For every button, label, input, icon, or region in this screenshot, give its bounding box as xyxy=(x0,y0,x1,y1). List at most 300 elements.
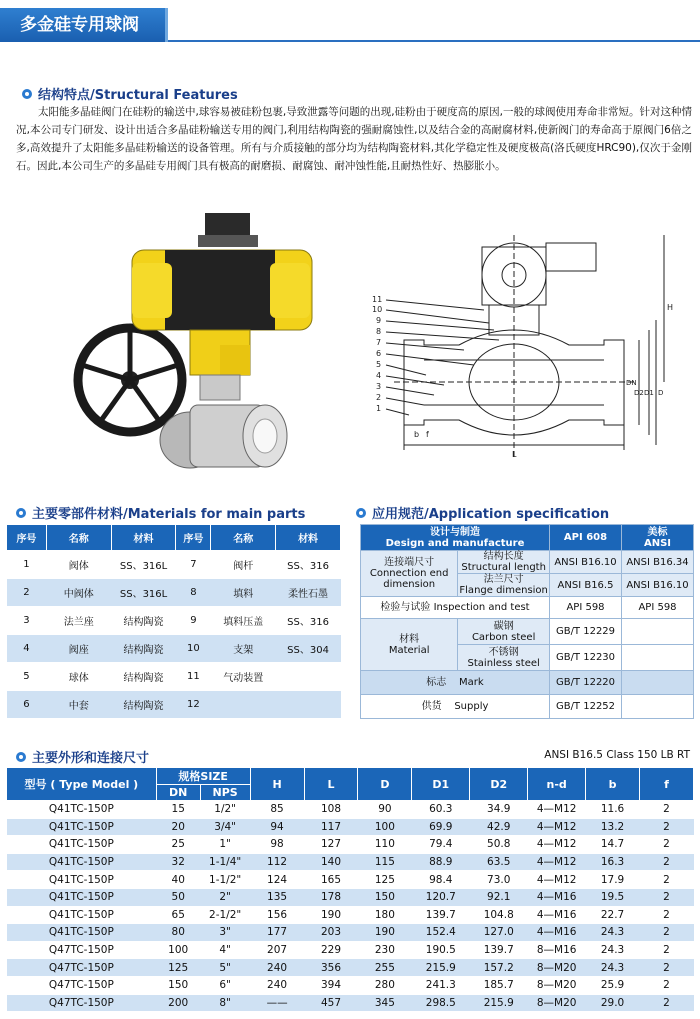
table-cell: 12 xyxy=(176,691,211,719)
table-cell: 177 xyxy=(250,924,304,942)
materials-heading-text: 主要零部件材料/Materials for main parts xyxy=(32,507,306,522)
table-cell: 24.3 xyxy=(586,941,640,959)
table-cell: 2 xyxy=(640,801,694,819)
table-row xyxy=(7,959,694,977)
bullet-icon xyxy=(16,752,26,762)
mark-en: Mark xyxy=(459,677,484,688)
table-row xyxy=(7,976,694,994)
part-number: 1 xyxy=(376,404,382,413)
table-cell: 110 xyxy=(358,836,412,854)
ansi-header xyxy=(622,525,694,551)
table-cell: 3 xyxy=(7,607,47,635)
table-cell: 207 xyxy=(250,941,304,959)
mark-cn: 标志 xyxy=(426,677,447,688)
dim-label: f xyxy=(426,430,429,439)
table-cell: 8—M20 xyxy=(528,959,586,977)
table-cell: Q41TC-150P xyxy=(7,818,157,836)
table-cell: 127.0 xyxy=(470,924,528,942)
table-cell: 中套 xyxy=(46,691,111,719)
table-cell: 6 xyxy=(7,691,47,719)
table-row xyxy=(361,525,694,551)
us-std-en: ANSI xyxy=(643,537,672,549)
dimensions-heading-text: 主要外形和连接尺寸 xyxy=(32,751,150,766)
table-row xyxy=(7,579,341,607)
table-cell: 73.0 xyxy=(470,871,528,889)
table-cell: 16.3 xyxy=(586,853,640,871)
table-cell: 215.9 xyxy=(412,959,470,977)
column-header: 型号 ( Type Model ) xyxy=(7,768,157,801)
table-cell: 1-1/4" xyxy=(200,853,250,871)
table-cell: SS、304 xyxy=(276,635,341,663)
struct-cn: 结构长度 xyxy=(483,551,524,562)
conn-en1: Connection end xyxy=(369,568,449,579)
table-cell: 152.4 xyxy=(412,924,470,942)
table-cell: Q41TC-150P xyxy=(7,906,157,924)
part-number: 4 xyxy=(376,371,382,380)
design-cn: 设计与制造 xyxy=(430,526,480,538)
table-cell: 球体 xyxy=(46,663,111,691)
table-cell xyxy=(622,695,694,719)
table-cell: 4—M12 xyxy=(528,871,586,889)
table-cell xyxy=(622,645,694,671)
table-cell: 94 xyxy=(250,818,304,836)
supply-cn: 供货 xyxy=(421,701,442,712)
table-cell: 241.3 xyxy=(412,976,470,994)
table-cell: 100 xyxy=(358,818,412,836)
table-cell: 50 xyxy=(156,888,200,906)
table-cell: 280 xyxy=(358,976,412,994)
table-cell: 10 xyxy=(176,635,211,663)
table-cell: 阀座 xyxy=(46,635,111,663)
table-cell: 9 xyxy=(176,607,211,635)
table-cell: 2 xyxy=(640,818,694,836)
flange-cn: 法兰尺寸 xyxy=(483,574,524,585)
dim-label: DN xyxy=(626,379,637,387)
table-row xyxy=(361,597,694,619)
application-table xyxy=(360,524,694,719)
table-row xyxy=(7,924,694,942)
conn-cn: 连接端尺寸 xyxy=(384,557,435,568)
table-cell: 190 xyxy=(304,906,358,924)
table-row xyxy=(7,941,694,959)
table-cell: 1 xyxy=(7,551,47,579)
table-cell: 125 xyxy=(358,871,412,889)
table-cell: GB/T 12252 xyxy=(550,695,622,719)
table-cell: 115 xyxy=(358,853,412,871)
structural-cell xyxy=(458,551,550,574)
table-cell: GB/T 12220 xyxy=(550,671,622,695)
table-cell: 24.3 xyxy=(586,924,640,942)
table-cell: 8—M20 xyxy=(528,994,586,1012)
dim-label: D1 xyxy=(644,389,654,397)
material-cell xyxy=(361,619,458,671)
table-cell: 填料压盖 xyxy=(211,607,276,635)
column-header: 序号 xyxy=(176,525,211,551)
table-row xyxy=(361,671,694,695)
table-cell: —— xyxy=(250,994,304,1012)
table-cell: 32 xyxy=(156,853,200,871)
api608-header: API 608 xyxy=(550,525,622,551)
table-cell: 15 xyxy=(156,801,200,819)
part-number: 7 xyxy=(376,338,382,347)
table-cell: 108 xyxy=(304,801,358,819)
table-cell: 2-1/2" xyxy=(200,906,250,924)
table-cell: API 598 xyxy=(550,597,622,619)
dimensions-body xyxy=(7,801,694,1012)
materials-heading xyxy=(16,503,305,522)
column-header: D xyxy=(358,768,412,801)
table-cell: 2 xyxy=(640,853,694,871)
page-title: 多金硅专用球阀 xyxy=(0,8,168,42)
carbon-en: Carbon steel xyxy=(471,631,536,643)
table-cell xyxy=(622,671,694,695)
column-header: f xyxy=(640,768,694,801)
column-header: 规格SIZE xyxy=(156,768,250,785)
table-cell: 100 xyxy=(156,941,200,959)
column-header: D1 xyxy=(412,768,470,801)
table-cell: 柔性石墨 xyxy=(276,579,341,607)
dim-label: b xyxy=(414,430,420,439)
table-cell: 25 xyxy=(156,836,200,854)
table-cell: 阀体 xyxy=(46,551,111,579)
table-cell: 结构陶瓷 xyxy=(111,663,176,691)
table-cell: ANSI B16.10 xyxy=(622,574,694,597)
column-header: 名称 xyxy=(211,525,276,551)
table-cell: ANSI B16.5 xyxy=(550,574,622,597)
table-cell: 法兰座 xyxy=(46,607,111,635)
table-cell: Q47TC-150P xyxy=(7,994,157,1012)
column-header: NPS xyxy=(200,785,250,801)
table-cell xyxy=(211,691,276,719)
table-cell: 50.8 xyxy=(470,836,528,854)
bullet-icon xyxy=(356,508,366,518)
column-header: 名称 xyxy=(46,525,111,551)
table-cell: 4 xyxy=(7,635,47,663)
column-header: b xyxy=(586,768,640,801)
table-cell: 98 xyxy=(250,836,304,854)
table-row xyxy=(7,801,694,819)
table-cell: 92.1 xyxy=(470,888,528,906)
table-cell: 4—M16 xyxy=(528,888,586,906)
table-cell: 457 xyxy=(304,994,358,1012)
table-row xyxy=(7,888,694,906)
carbon-cn: 碳钢 xyxy=(493,620,514,632)
table-cell: 14.7 xyxy=(586,836,640,854)
table-cell: 6" xyxy=(200,976,250,994)
table-cell: 24.3 xyxy=(586,959,640,977)
column-header: D2 xyxy=(470,768,528,801)
table-cell: 4—M12 xyxy=(528,801,586,819)
table-cell: 63.5 xyxy=(470,853,528,871)
inspection-cell xyxy=(361,597,550,619)
table-cell: 215.9 xyxy=(470,994,528,1012)
table-cell: 112 xyxy=(250,853,304,871)
column-header: 材料 xyxy=(276,525,341,551)
table-row xyxy=(7,906,694,924)
table-cell: ANSI B16.34 xyxy=(622,551,694,574)
features-heading-text: 结构特点/Structural Features xyxy=(38,88,238,103)
table-cell: 88.9 xyxy=(412,853,470,871)
materials-table xyxy=(6,524,341,719)
table-cell: 79.4 xyxy=(412,836,470,854)
flange-en: Flange dimension xyxy=(459,585,548,596)
table-cell: 2 xyxy=(640,906,694,924)
table-cell: 8—M20 xyxy=(528,976,586,994)
table-cell xyxy=(622,619,694,645)
table-cell: Q41TC-150P xyxy=(7,871,157,889)
table-cell: 1" xyxy=(200,836,250,854)
dim-label: H xyxy=(667,303,674,312)
table-cell: 120.7 xyxy=(412,888,470,906)
stain-cn: 不锈钢 xyxy=(488,646,519,658)
table-row xyxy=(7,818,694,836)
mat-cn: 材料 xyxy=(399,633,420,645)
table-cell: 11.6 xyxy=(586,801,640,819)
table-row xyxy=(7,853,694,871)
table-cell: 65 xyxy=(156,906,200,924)
table-cell: 117 xyxy=(304,818,358,836)
table-cell: 229 xyxy=(304,941,358,959)
carbon-cell xyxy=(458,619,550,645)
table-row xyxy=(361,619,694,645)
supply-cell xyxy=(361,695,550,719)
column-header: H xyxy=(250,768,304,801)
table-cell: 8—M16 xyxy=(528,941,586,959)
table-cell: 中阀体 xyxy=(46,579,111,607)
us-std-cn: 美标 xyxy=(647,526,668,538)
flange-cell xyxy=(458,574,550,597)
table-cell: 1/2" xyxy=(200,801,250,819)
table-cell: Q41TC-150P xyxy=(7,888,157,906)
table-cell: 阀杆 xyxy=(211,551,276,579)
table-cell: 支架 xyxy=(211,635,276,663)
table-cell: 203 xyxy=(304,924,358,942)
design-en: Design and manufacture xyxy=(385,537,525,549)
table-cell: 185.7 xyxy=(470,976,528,994)
part-number: 3 xyxy=(376,382,382,391)
insp-cn: 检验与试验 xyxy=(380,602,431,613)
table-cell: 240 xyxy=(250,976,304,994)
table-cell: 2" xyxy=(200,888,250,906)
table-cell: 150 xyxy=(156,976,200,994)
table-cell: 356 xyxy=(304,959,358,977)
dim-label: L xyxy=(512,450,517,459)
dim-label: D2 xyxy=(634,389,644,397)
table-cell: SS、316 xyxy=(276,607,341,635)
table-cell: Q41TC-150P xyxy=(7,836,157,854)
table-row xyxy=(7,607,341,635)
stainless-cell xyxy=(458,645,550,671)
table-row xyxy=(7,663,341,691)
table-cell: 2 xyxy=(7,579,47,607)
table-cell: 190.5 xyxy=(412,941,470,959)
supply-en: Supply xyxy=(454,701,489,712)
table-cell: 255 xyxy=(358,959,412,977)
table-cell: SS、316L xyxy=(111,579,176,607)
table-header-row xyxy=(7,525,341,551)
table-cell: 2 xyxy=(640,994,694,1012)
table-cell: 4—M16 xyxy=(528,924,586,942)
table-cell: GB/T 12229 xyxy=(550,619,622,645)
table-row xyxy=(361,551,694,574)
table-cell xyxy=(276,663,341,691)
part-number: 10 xyxy=(372,305,383,314)
insp-en: Inspection and test xyxy=(433,602,530,613)
table-header-row xyxy=(7,768,694,785)
table-cell xyxy=(276,691,341,719)
table-cell: 190 xyxy=(358,924,412,942)
part-number: 2 xyxy=(376,393,382,402)
table-cell: 2 xyxy=(640,924,694,942)
features-heading xyxy=(22,84,238,103)
table-cell: 结构陶瓷 xyxy=(111,635,176,663)
part-number: 9 xyxy=(376,316,382,325)
table-cell: 3" xyxy=(200,924,250,942)
valve-product-image xyxy=(70,205,320,475)
table-cell: SS、316L xyxy=(111,551,176,579)
table-cell: 7 xyxy=(176,551,211,579)
table-cell: 25.9 xyxy=(586,976,640,994)
table-cell: 2 xyxy=(640,871,694,889)
column-header: 序号 xyxy=(7,525,47,551)
table-cell: 240 xyxy=(250,959,304,977)
table-row xyxy=(7,836,694,854)
table-cell: 4" xyxy=(200,941,250,959)
table-cell: 11 xyxy=(176,663,211,691)
table-cell: 4—M12 xyxy=(528,836,586,854)
dim-label: D xyxy=(658,389,664,397)
table-cell: 124 xyxy=(250,871,304,889)
table-cell: 178 xyxy=(304,888,358,906)
table-cell: 8" xyxy=(200,994,250,1012)
struct-en: Structural length xyxy=(461,562,546,573)
table-row xyxy=(7,691,341,719)
table-cell: 150 xyxy=(358,888,412,906)
table-cell: 165 xyxy=(304,871,358,889)
dimensions-heading xyxy=(16,747,149,766)
table-cell: 结构陶瓷 xyxy=(111,607,176,635)
column-header: 材料 xyxy=(111,525,176,551)
table-cell: 1-1/2" xyxy=(200,871,250,889)
application-heading xyxy=(356,503,609,522)
table-cell: 5 xyxy=(7,663,47,691)
part-number: 11 xyxy=(372,295,383,304)
table-cell: 40 xyxy=(156,871,200,889)
table-row xyxy=(7,551,341,579)
table-row xyxy=(7,871,694,889)
table-cell: 135 xyxy=(250,888,304,906)
table-cell: 230 xyxy=(358,941,412,959)
application-heading-text: 应用规范/Application specification xyxy=(372,507,610,522)
table-cell: 19.5 xyxy=(586,888,640,906)
valve-section-drawing xyxy=(364,235,694,475)
part-number: 5 xyxy=(376,360,382,369)
table-cell: 104.8 xyxy=(470,906,528,924)
table-cell: 90 xyxy=(358,801,412,819)
design-header xyxy=(361,525,550,551)
table-cell: 125 xyxy=(156,959,200,977)
table-cell: 20 xyxy=(156,818,200,836)
table-cell: 60.3 xyxy=(412,801,470,819)
table-cell: 17.9 xyxy=(586,871,640,889)
table-cell: 80 xyxy=(156,924,200,942)
table-row xyxy=(361,695,694,719)
column-header: DN xyxy=(156,785,200,801)
table-cell: 结构陶瓷 xyxy=(111,691,176,719)
part-number: 8 xyxy=(376,327,382,336)
table-cell: 140 xyxy=(304,853,358,871)
table-cell: 29.0 xyxy=(586,994,640,1012)
table-cell: 2 xyxy=(640,959,694,977)
table-row xyxy=(7,994,694,1012)
table-cell: Q41TC-150P xyxy=(7,924,157,942)
table-cell: ANSI B16.10 xyxy=(550,551,622,574)
table-row xyxy=(7,635,341,663)
table-cell: 4—M12 xyxy=(528,818,586,836)
table-cell: 139.7 xyxy=(470,941,528,959)
table-cell: 8 xyxy=(176,579,211,607)
table-cell: 345 xyxy=(358,994,412,1012)
table-cell: 42.9 xyxy=(470,818,528,836)
connection-cell xyxy=(361,551,458,597)
table-cell: Q41TC-150P xyxy=(7,853,157,871)
table-cell: 气动装置 xyxy=(211,663,276,691)
table-cell: 22.7 xyxy=(586,906,640,924)
table-cell: 13.2 xyxy=(586,818,640,836)
table-cell: Q47TC-150P xyxy=(7,941,157,959)
table-cell: 69.9 xyxy=(412,818,470,836)
header-rule xyxy=(168,40,700,42)
table-cell: 127 xyxy=(304,836,358,854)
table-cell: 156 xyxy=(250,906,304,924)
standard-note: ANSI B16.5 Class 150 LB RT xyxy=(544,749,690,761)
table-cell: 180 xyxy=(358,906,412,924)
table-cell: 2 xyxy=(640,888,694,906)
table-cell: 200 xyxy=(156,994,200,1012)
handwheel-icon xyxy=(78,328,182,432)
mark-cell xyxy=(361,671,550,695)
table-cell: GB/T 12230 xyxy=(550,645,622,671)
table-cell: 5" xyxy=(200,959,250,977)
bullet-icon xyxy=(16,508,26,518)
table-cell: 3/4" xyxy=(200,818,250,836)
table-cell: 4—M12 xyxy=(528,853,586,871)
dimensions-table xyxy=(6,767,694,1012)
part-number: 6 xyxy=(376,349,382,358)
table-cell: 298.5 xyxy=(412,994,470,1012)
table-cell: 34.9 xyxy=(470,801,528,819)
stain-en: Stainless steel xyxy=(467,657,540,669)
table-cell: Q47TC-150P xyxy=(7,959,157,977)
table-cell: 139.7 xyxy=(412,906,470,924)
features-text: 太阳能多晶硅阀门在硅粉的输送中,球容易被硅粉包裹,导致泄露等问题的出现,硅粉由于硬度高的原因,一般的球阀使用寿命非常短。针对这种情况,本公司专门研发、设计出适合多晶硅粉输送专用的阀门,利用结构陶瓷的强耐腐蚀性,以及结合金的高耐腐材料,使新阀门的寿命高于原阀门6倍之多,高效提升了太阳能多晶硅粉输送的设备管理。所有与介质接触的部分均为结构陶瓷材料,其化学稳定性及硬度极高(洛氏硬度HRC90),仅次于金刚石。因此,本公司生产的多晶硅专用阀门具有极高的耐磨损、耐腐蚀、耐冲蚀性能,且耐热性好、热膨胀小。 xyxy=(16,106,692,172)
table-cell: 2 xyxy=(640,976,694,994)
table-cell: 填料 xyxy=(211,579,276,607)
table-cell: 394 xyxy=(304,976,358,994)
table-cell: API 598 xyxy=(622,597,694,619)
table-cell: Q47TC-150P xyxy=(7,976,157,994)
column-header: n-d xyxy=(528,768,586,801)
table-cell: 157.2 xyxy=(470,959,528,977)
table-cell: 98.4 xyxy=(412,871,470,889)
table-cell: 2 xyxy=(640,836,694,854)
mat-en: Material xyxy=(388,644,430,656)
table-cell: SS、316 xyxy=(276,551,341,579)
column-header: L xyxy=(304,768,358,801)
table-cell: Q41TC-150P xyxy=(7,801,157,819)
conn-en2: dimension xyxy=(383,579,436,590)
table-cell: 2 xyxy=(640,941,694,959)
